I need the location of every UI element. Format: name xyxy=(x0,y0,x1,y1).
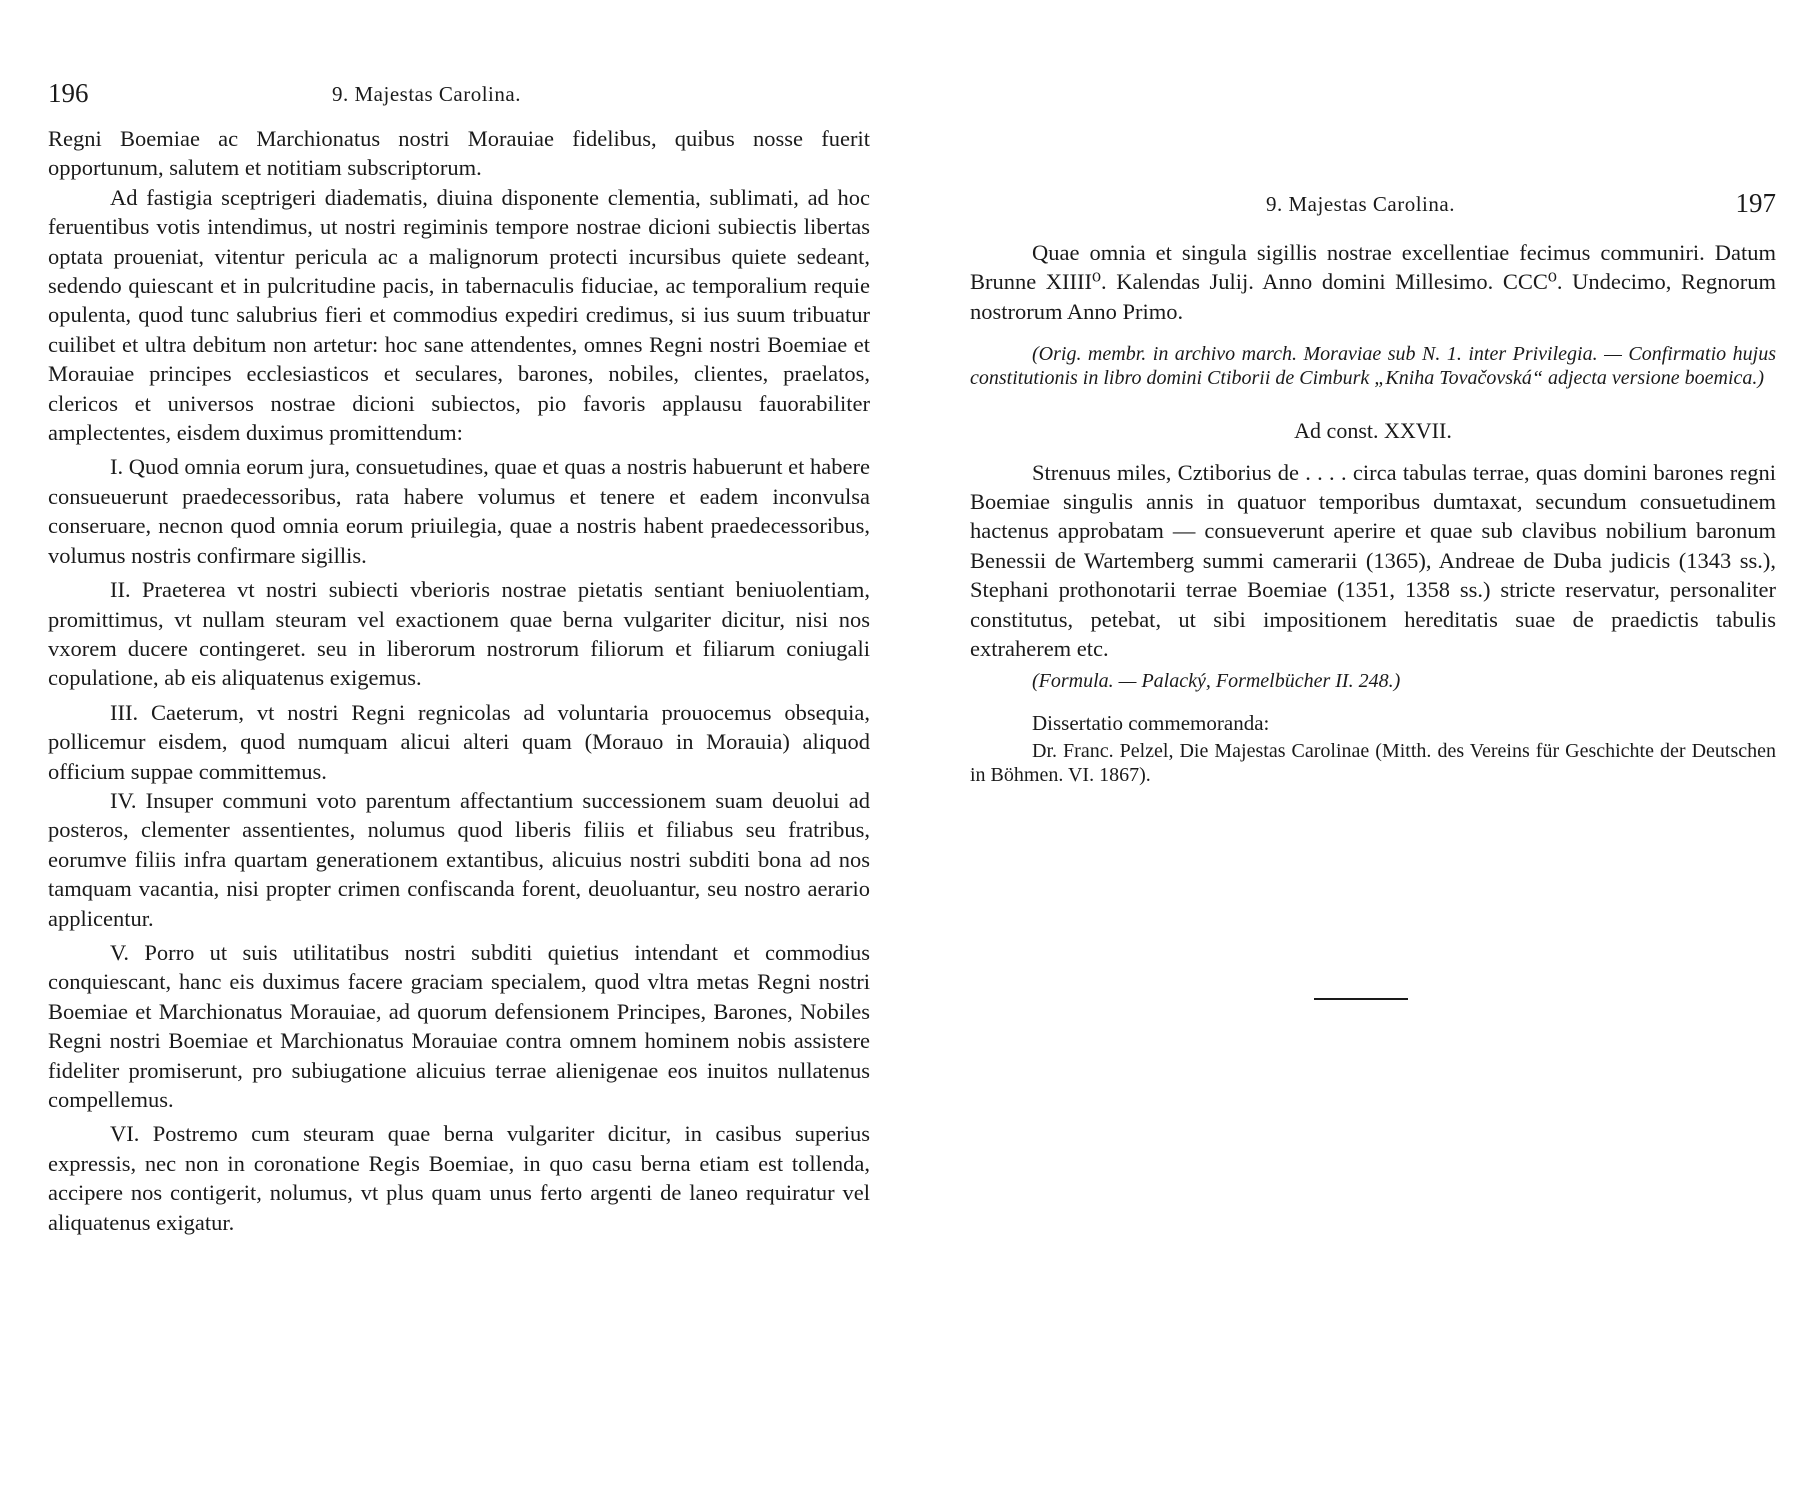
article-i-paragraph: I. Quod omnia eorum jura, consuetudines, quae et quas a nostris habuerunt et habere consueuerunt praedecessoribus, rata habere volumus et tenere et eadem inconvulsa conseruare, necnon quod omnia eorum priuilegia, quae a nostris habent praedecessoribus, volumus nostris confirmare sigillis. xyxy=(48,454,870,568)
formula-note: (Formula. — Palacký, Formelbücher II. 248.) xyxy=(1032,670,1401,693)
right-running-head xyxy=(970,188,1776,228)
left-running-title: 9. Majestas Carolina. xyxy=(332,82,521,106)
closing-paragraph: Quae omnia et singula sigillis nostrae excellentiae fecimus communiri. Datum Brunne XIIII⁰. Kalendas Julij. Anno domini Millesimo. CCC⁰. Undecimo, Regnorum nostrorum Anno Primo. xyxy=(970,240,1776,324)
right-page-number: 197 xyxy=(1735,188,1776,218)
dissertation-reference: Dr. Franc. Pelzel, Die Majestas Carolinae (Mitth. des Vereins für Geschichte der Deutschen in Böhmen. VI. 1867). xyxy=(970,739,1776,786)
preamble-paragraph: Ad fastigia sceptrigeri diadematis, diuina disponente clementia, sublimati, ad hoc feruentibus votis intendimus, ut nostri regiminis tempore nostrae dicioni subiectis libertas optata proueniat, vitentur pericula ac a malignorum protecti incursibus quiete sedeant, sedendo quiescant et in pulcritudine pacis, in tabernaculis fiduciae, ac temporalium requie opulenta, quod tunc salubrius fieri et commodius expediri credimus, si ius suum tribuatur cuilibet et ultra debitum non artetur: hoc sane attendentes, omnes Regni nostri Boemiae et Morauiae principes ecclesiasticos et seculares, barones, nobiles, clientes, praelatos, clericos et universos nostrae dicioni subiectos, pio favoris applausu fauorabiliter amplectentes, eisdem duximus promittendum: xyxy=(48,184,870,446)
end-rule xyxy=(1314,998,1408,1000)
article-iv-paragraph: IV. Insuper communi voto parentum affectantium successionem suam deuolui ad posteros, clementer assentientes, nolumus quod liberis filiis et filiabus seu fratribus, eorumve filiis infra quartam generationem extantibus, alicuius nostri subditi bona ad nos tamquam vacantia, nisi propter crimen confiscanda forent, deuoluantur, seu nostro aerario applicentur. xyxy=(48,787,870,931)
source-note: (Orig. membr. in archivo march. Moraviae sub N. 1. inter Privilegia. — Confirmatio hujus constitutionis in libro domini Ctiborii de Cimburk „Kniha Tovačovská“ adjecta versione boemica.) xyxy=(970,343,1776,390)
left-running-head xyxy=(48,78,870,118)
left-page-number: 196 xyxy=(48,78,89,108)
salutation-paragraph: Regni Boemiae ac Marchionatus nostri Morauiae fidelibus, quibus nosse fuerit opportunum, salutem et notitiam subscriptorum. xyxy=(48,126,870,181)
left-page xyxy=(48,78,870,1237)
article-iii-paragraph: III. Caeterum, vt nostri Regni regnicolas ad voluntaria prouocemus obsequia, pollicemur eisdem, quod numquam alicui alteri quam (Morauo in Morauia) aliquod officium suppae committemus. xyxy=(48,699,870,784)
article-ii-paragraph: II. Praeterea vt nostri subiecti vberioris nostrae pietatis sentiant beniuolentiam, promittimus, vt nullam steuram vel exactionem quae berna vulgariter dicitur, nisi nos vxorem ducere contingeret. seu in liberorum nostrorum filiorum et filiarum coniugali copulatione, ab eis aliquatenus exigemus. xyxy=(48,577,870,691)
article-v-paragraph: V. Porro ut suis utilitatibus nostri subditi quietius intendant et commodius conquiescant, hanc eis duximus facere graciam specialem, quod vltra metas Regni nostri Boemiae et Marchionatus Morauiae, ad quorum defensionem Principes, Barones, Nobiles Regni nostri Boemiae et Marchionatus Morauiae contra omnem hominem nobis assistere fideliter promiserunt, pro subiugatione alicuius terrae alienigenae eos inuitos nullatenus compellemus. xyxy=(48,939,870,1112)
right-running-title: 9. Majestas Carolina. xyxy=(1266,192,1455,216)
right-page xyxy=(970,188,1776,787)
left-body xyxy=(48,124,870,1237)
dissertation-label: Dissertatio commemoranda: xyxy=(1032,711,1270,736)
section-paragraph: Strenuus miles, Cztiborius de . . . . circa tabulas terrae, quas domini barones regni Boemiae singulis annis in quatuor temporibus dumtaxat, secundum consuetudinem hactenus approbatam — consueverunt aperire et quae sub clavibus nobilium baronum Benessii de Wartemberg summi camerarii (1365), Andreae de Duba judicis (1343 ss.), Stephani prothonotarii terrae Boemiae (1351, 1358 ss.) stricte reservatur, personaliter constitutus, petebat, ut sibi impositionem hereditatis suae de praedictis tabulis extraherem etc. xyxy=(970,459,1776,662)
article-vi-paragraph: VI. Postremo cum steuram quae berna vulgariter dicitur, in casibus superius expressis, nec non in coronatione Regis Boemiae, in quo casu berna etiam est tollenda, accipere nos contigerit, nolumus, vt plus quam unus ferto argenti de laneo requiratur vel aliquatenus exigatur. xyxy=(48,1121,870,1235)
right-body xyxy=(970,238,1776,787)
section-heading: Ad const. XXVII. xyxy=(1294,418,1452,444)
